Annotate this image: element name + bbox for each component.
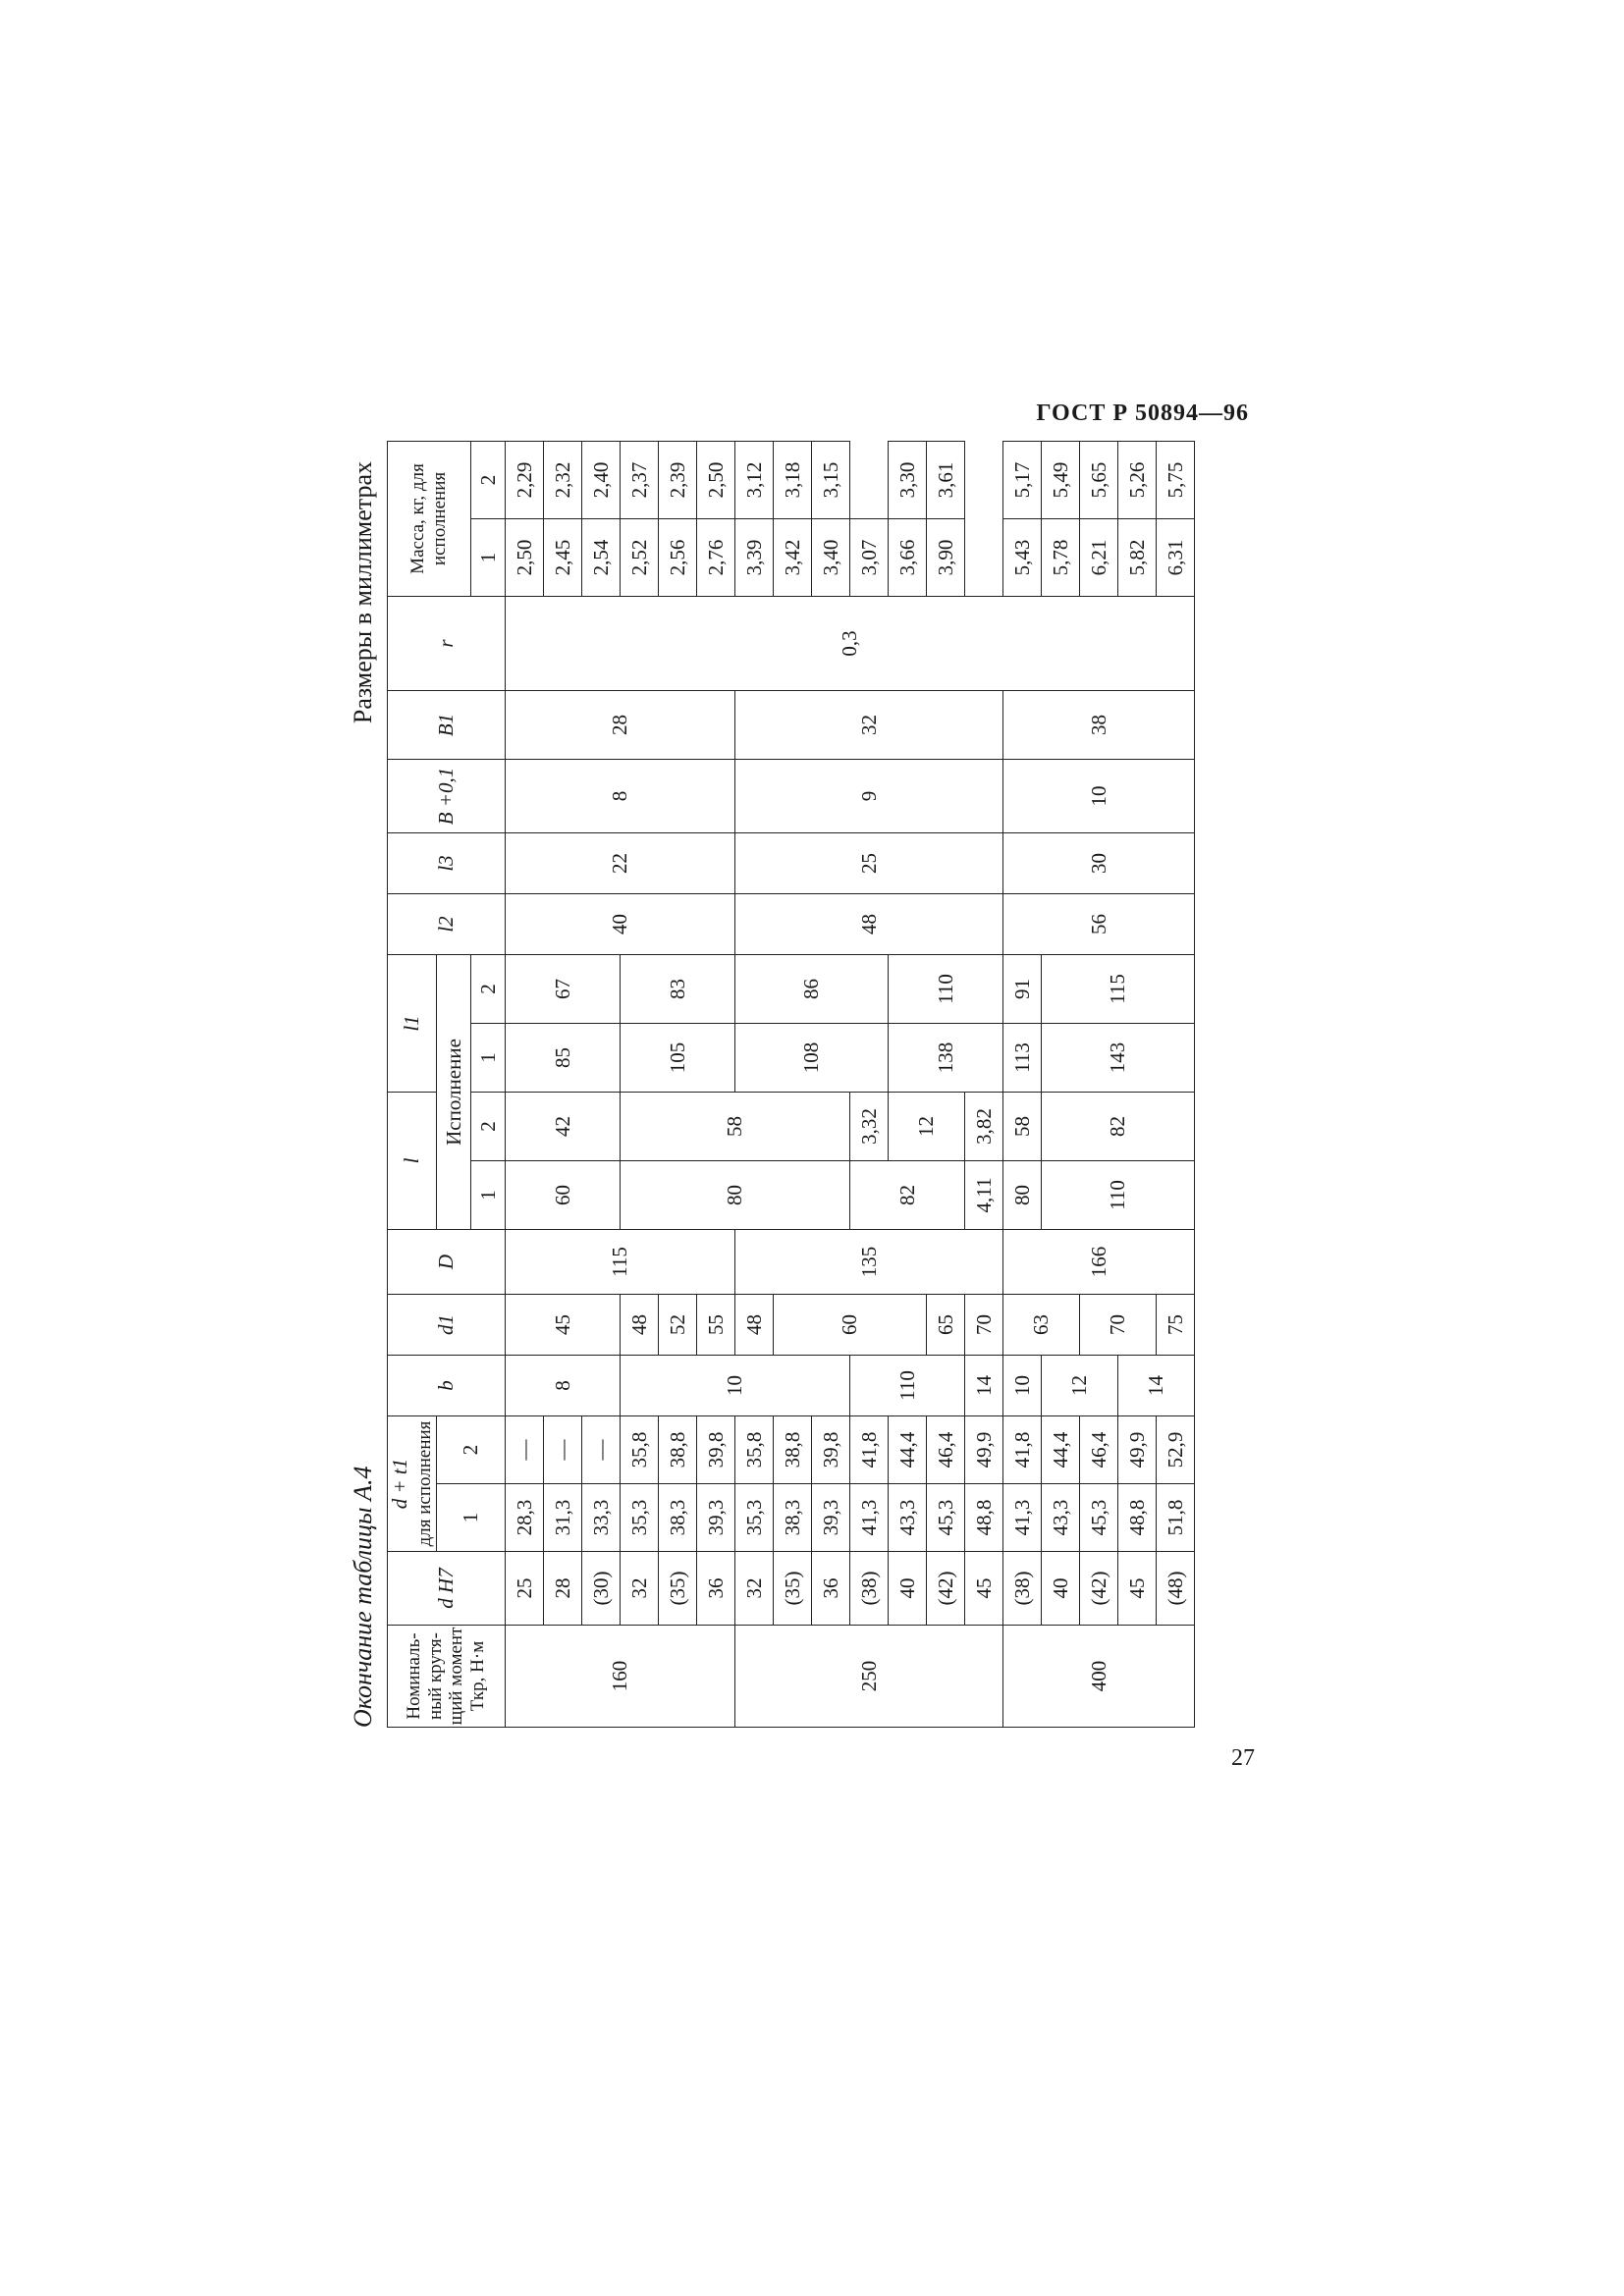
- cell-l1-v2: 91: [1002, 954, 1041, 1023]
- cell-mass2: 2,37: [620, 441, 658, 518]
- header-dt-v1: 1: [436, 1484, 505, 1552]
- header-l-v1: 1: [470, 1160, 505, 1229]
- cell-d1: 63: [1002, 1294, 1079, 1355]
- cell-d: 32: [734, 1552, 773, 1626]
- cell-l1-v2: 115: [1041, 954, 1194, 1023]
- cell-d: 45: [1117, 1552, 1156, 1626]
- header-D: D: [388, 1229, 506, 1294]
- header-mass-v2: 2: [470, 441, 505, 518]
- cell-b: 14: [964, 1355, 1002, 1415]
- cell-mass2: 3,15: [811, 441, 849, 518]
- cell-mass2: 2,39: [658, 441, 696, 518]
- cell-mass1: 2,52: [620, 518, 658, 596]
- header-d: d H7: [388, 1552, 506, 1626]
- cell-mass1: 3,32: [849, 1092, 888, 1160]
- cell-l2: 40: [505, 893, 734, 954]
- cell-mass2: 5,65: [1079, 441, 1117, 518]
- cell-d: 36: [696, 1552, 734, 1626]
- header-l2: l2: [388, 893, 506, 954]
- cell-mass2: 3,12: [734, 441, 773, 518]
- cell-d1: 55: [696, 1294, 734, 1355]
- cell-mass1: 2,56: [658, 518, 696, 596]
- cell-d1: 65: [926, 1294, 964, 1355]
- cell-mass1: 2,50: [505, 518, 543, 596]
- table-content: [346, 461, 1267, 1728]
- cell-dt1: 33,3: [581, 1484, 620, 1552]
- cell-mass1: 2,76: [696, 518, 734, 596]
- header-d-plus-t1: [388, 1415, 437, 1551]
- cell-mass2: 3,07: [849, 518, 888, 596]
- cell-mass2: 2,50: [696, 441, 734, 518]
- cell-l3: 30: [1002, 832, 1194, 893]
- cell-dt1: 45,3: [926, 1484, 964, 1552]
- cell-mass2: 5,17: [1002, 441, 1041, 518]
- cell-D: 135: [734, 1229, 1002, 1294]
- header-l: l: [388, 1092, 437, 1229]
- header-l1-v2: 2: [470, 954, 505, 1023]
- cell-l-v1: 60: [505, 1160, 620, 1229]
- cell-l1-v1: 105: [620, 1023, 734, 1092]
- cell-dt1: 41,3: [1002, 1484, 1041, 1552]
- cell-b: 12: [888, 1092, 964, 1160]
- cell-l1-v2: 83: [620, 954, 734, 1023]
- cell-dt2: 41,8: [849, 1415, 888, 1483]
- cell-dt2: 39,8: [811, 1415, 849, 1483]
- cell-dt1: 43,3: [1041, 1484, 1079, 1552]
- header-d-plus-t1-label: d + t1: [388, 1458, 411, 1510]
- header-l1: l1: [388, 954, 437, 1092]
- cell-d: (38): [1002, 1552, 1041, 1626]
- cell-d: 28: [543, 1552, 581, 1626]
- cell-dt2: 52,9: [1156, 1415, 1194, 1483]
- cell-dt2: —: [581, 1415, 620, 1483]
- cell-l2: 56: [1002, 893, 1194, 954]
- header-l-v2: 2: [470, 1092, 505, 1160]
- header-b: b: [388, 1355, 506, 1415]
- cell-d1: 52: [658, 1294, 696, 1355]
- cell-d: 36: [811, 1552, 849, 1626]
- cell-d: 45: [964, 1552, 1002, 1626]
- cell-d: 40: [888, 1552, 926, 1626]
- cell-B: 9: [734, 759, 1002, 832]
- header-mass-v1: 1: [470, 518, 505, 596]
- cell-d: (35): [658, 1552, 696, 1626]
- rotated-table-block: [346, 461, 1267, 1728]
- cell-r: 0,3: [505, 596, 1194, 690]
- cell-l-v1: 80: [1002, 1160, 1041, 1229]
- table-row: [505, 441, 543, 1727]
- cell-mass2: 5,75: [1156, 441, 1194, 518]
- cell-mass1: 3,90: [926, 518, 964, 596]
- cell-dt1: 31,3: [543, 1484, 581, 1552]
- cell-mass2: 3,61: [926, 441, 964, 518]
- header-torque: Номиналь-ный крутя-щий момент Ткр, Н·м: [388, 1626, 506, 1728]
- cell-dt2: 44,4: [1041, 1415, 1079, 1483]
- cell-B: 8: [505, 759, 734, 832]
- cell-d: (42): [926, 1552, 964, 1626]
- cell-dt2: 46,4: [926, 1415, 964, 1483]
- cell-l-v1: 110: [1041, 1160, 1194, 1229]
- cell-mass1: 3,42: [773, 518, 811, 596]
- cell-b: 8: [505, 1355, 620, 1415]
- cell-torque: 250: [734, 1626, 1002, 1728]
- cell-dt1: 35,3: [620, 1484, 658, 1552]
- cell-torque: 400: [1002, 1626, 1194, 1728]
- page-number: 27: [1231, 1745, 1255, 1771]
- cell-dt1: 51,8: [1156, 1484, 1194, 1552]
- cell-l1-v2: 86: [734, 954, 888, 1023]
- cell-d: (38): [849, 1552, 888, 1626]
- cell-B1: 38: [1002, 690, 1194, 759]
- cell-l3: 22: [505, 832, 734, 893]
- cell-mass2: 2,40: [581, 441, 620, 518]
- table-caption: Окончание таблицы А.4: [349, 1466, 377, 1728]
- cell-mass2: 5,49: [1041, 441, 1079, 518]
- cell-l-v2: 42: [505, 1092, 620, 1160]
- cell-dt1: 38,3: [773, 1484, 811, 1552]
- cell-d: 40: [1041, 1552, 1079, 1626]
- cell-dt2: 49,9: [1117, 1415, 1156, 1483]
- cell-B1: 28: [505, 690, 734, 759]
- header-l3: l3: [388, 832, 506, 893]
- cell-d1: 48: [734, 1294, 773, 1355]
- cell-b: 12: [1041, 1355, 1117, 1415]
- cell-mass2: 3,82: [964, 1092, 1002, 1160]
- cell-dt1: 43,3: [888, 1484, 926, 1552]
- cell-b: 10: [1002, 1355, 1041, 1415]
- cell-l-v1: 110: [849, 1355, 964, 1415]
- cell-mass2: 3,18: [773, 441, 811, 518]
- cell-dt2: 49,9: [964, 1415, 1002, 1483]
- cell-d1: 70: [1079, 1294, 1156, 1355]
- cell-dt1: 28,3: [505, 1484, 543, 1552]
- cell-dt1: 39,3: [811, 1484, 849, 1552]
- cell-dt2: 35,8: [734, 1415, 773, 1483]
- cell-mass1: 6,21: [1079, 518, 1117, 596]
- header-dt-v2: 2: [436, 1415, 505, 1483]
- cell-b: 10: [620, 1355, 849, 1415]
- cell-b: 14: [1117, 1355, 1194, 1415]
- cell-dt1: 48,8: [1117, 1484, 1156, 1552]
- cell-torque: 160: [505, 1626, 734, 1728]
- dimensions-table: [387, 441, 1195, 1728]
- cell-l1-v1: 143: [1041, 1023, 1194, 1092]
- cell-l-v2: 82: [1041, 1092, 1194, 1160]
- cell-dt2: 38,8: [658, 1415, 696, 1483]
- cell-l1-v1: 138: [888, 1023, 1002, 1092]
- cell-dt1: 41,3: [849, 1484, 888, 1552]
- header-r: r: [388, 596, 506, 690]
- cell-l2: 48: [734, 893, 1002, 954]
- cell-d: (35): [773, 1552, 811, 1626]
- cell-dt2: 41,8: [1002, 1415, 1041, 1483]
- cell-mass2: 2,32: [543, 441, 581, 518]
- header-l1-v1: 1: [470, 1023, 505, 1092]
- cell-l1-v2: 110: [888, 954, 1002, 1023]
- cell-dt2: 46,4: [1079, 1415, 1117, 1483]
- cell-l-v2: 58: [620, 1092, 849, 1160]
- cell-mass1: 6,31: [1156, 518, 1194, 596]
- cell-B1: 32: [734, 690, 1002, 759]
- header-d1: d1: [388, 1294, 506, 1355]
- cell-mass1: 5,82: [1117, 518, 1156, 596]
- cell-mass1: 5,78: [1041, 518, 1079, 596]
- header-ispolnenie: Исполнение: [436, 954, 470, 1229]
- cell-dt2: 39,8: [696, 1415, 734, 1483]
- cell-dt1: 39,3: [696, 1484, 734, 1552]
- cell-dt1: 48,8: [964, 1484, 1002, 1552]
- cell-D: 115: [505, 1229, 734, 1294]
- cell-mass1: 3,40: [811, 518, 849, 596]
- header-B: B +0,1: [388, 759, 506, 832]
- cell-l1-v1: 85: [505, 1023, 620, 1092]
- cell-dt2: 38,8: [773, 1415, 811, 1483]
- cell-mass1: 4,11: [964, 1160, 1002, 1229]
- cell-dt2: —: [505, 1415, 543, 1483]
- cell-d1: 60: [773, 1294, 926, 1355]
- cell-d1: 48: [620, 1294, 658, 1355]
- cell-d1: 75: [1156, 1294, 1194, 1355]
- cell-l1-v2: 67: [505, 954, 620, 1023]
- cell-dt1: 45,3: [1079, 1484, 1117, 1552]
- cell-mass1: 2,45: [543, 518, 581, 596]
- cell-l1-v1: 113: [1002, 1023, 1041, 1092]
- cell-dt1: 38,3: [658, 1484, 696, 1552]
- cell-mass1: 2,54: [581, 518, 620, 596]
- cell-d: 25: [505, 1552, 543, 1626]
- cell-dt2: —: [543, 1415, 581, 1483]
- header-B1: B1: [388, 690, 506, 759]
- cell-l3: 25: [734, 832, 1002, 893]
- cell-mass2: 2,29: [505, 441, 543, 518]
- cell-l-v1: 80: [620, 1160, 849, 1229]
- cell-d: (48): [1156, 1552, 1194, 1626]
- units-caption: Размеры в миллиметрах: [349, 461, 377, 724]
- cell-mass1: 3,66: [888, 518, 926, 596]
- cell-d: (30): [581, 1552, 620, 1626]
- cell-d1: 45: [505, 1294, 620, 1355]
- cell-dt2: 44,4: [888, 1415, 926, 1483]
- cell-mass1: 5,43: [1002, 518, 1041, 596]
- header-mass: Масса, кг, для исполнения: [388, 441, 471, 596]
- cell-mass1: 3,39: [734, 518, 773, 596]
- cell-d: (42): [1079, 1552, 1117, 1626]
- cell-dt2: 35,8: [620, 1415, 658, 1483]
- cell-B: 10: [1002, 759, 1194, 832]
- standard-number: ГОСТ Р 50894—96: [1036, 400, 1249, 426]
- cell-d1: 70: [964, 1294, 1002, 1355]
- cell-D: 166: [1002, 1229, 1194, 1294]
- cell-mass2: 5,26: [1117, 441, 1156, 518]
- cell-dt1: 35,3: [734, 1484, 773, 1552]
- cell-d: 32: [620, 1552, 658, 1626]
- cell-mass2: 3,30: [888, 441, 926, 518]
- cell-l-v2: 58: [1002, 1092, 1041, 1160]
- cell-l1-v1: 108: [734, 1023, 888, 1092]
- header-d-plus-t1-sub: для исполнения: [414, 1420, 436, 1547]
- cell-l-v2: 82: [849, 1160, 964, 1229]
